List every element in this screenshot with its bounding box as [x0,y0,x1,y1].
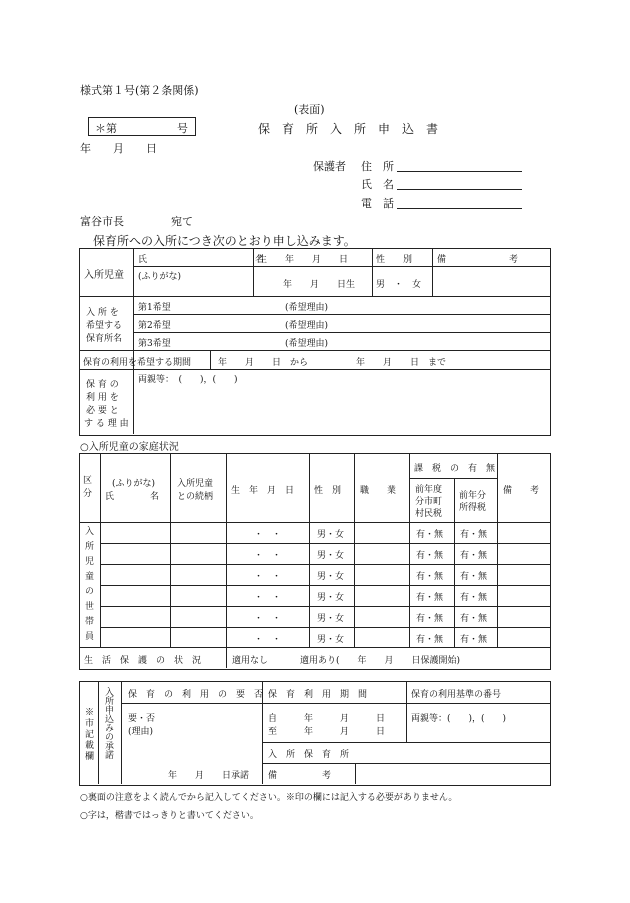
hope-label-2: 希望する [86,321,123,331]
family-side-label: 入所児童の世帯員 [83,526,93,646]
guardian-phone-field[interactable] [397,208,522,209]
child-birth-value[interactable]: 年 月 日生 [283,280,356,290]
family-heading: ○入所児童の家庭状況 [80,442,179,453]
family-tax-b-1: 前年分 [459,491,487,501]
period-from[interactable]: 年 月 日 から [218,358,309,368]
reason-label-2: 利 用 を [86,393,119,403]
family-row-tax-b[interactable]: 有・無 [460,572,488,582]
child-furigana: (ふりがな) [138,272,182,282]
family-tax-a-1: 前年度 [415,485,443,495]
family-row-birth[interactable]: ・ ・ [254,530,282,540]
guardian-address-label: 住 所 [361,160,394,173]
family-row-tax-b[interactable]: 有・無 [460,551,488,561]
family-row-tax-b[interactable]: 有・無 [460,614,488,624]
family-job-header: 職 業 [360,486,397,496]
family-kubun-header: 区分 [83,476,93,499]
family-row-sex[interactable]: 男・女 [317,551,345,561]
reason-label-1: 保 育 の [86,380,119,390]
office-standard-header: 保育の利用基準の番号 [411,690,502,700]
family-tax-header: 課 税 の 有 無 [414,464,496,474]
hope-label-1: 入 所 を [86,308,119,318]
family-name-header: 氏 名 [105,492,160,502]
hope-3-reason: (希望理由) [285,339,329,349]
office-need-value[interactable]: 要・否 [128,714,156,724]
reason-label-4: す る 理 由 [84,419,129,429]
period-label: 保育の利用を希望する期間 [83,358,192,368]
family-row-birth[interactable]: ・ ・ [254,614,282,624]
intro-text: 保育所への入所につき次のとおり申し込みます。 [93,234,356,248]
addressee-suffix: 宛て [171,215,193,228]
form-number: 様式第１号(第２条関係) [80,84,199,97]
office-period-to[interactable]: 至 年 月 日 [268,727,386,737]
receipt-number-label: ＊第 [95,122,117,135]
family-row-birth[interactable]: ・ ・ [254,593,282,603]
family-row-tax-a[interactable]: 有・無 [416,572,444,582]
office-need-reason: (理由) [128,727,154,737]
reason-label-3: 必 要 と [86,406,119,416]
family-row-tax-b[interactable]: 有・無 [460,530,488,540]
welfare-none[interactable]: 適用なし [232,656,269,666]
family-row-birth[interactable]: ・ ・ [254,572,282,582]
family-row-sex[interactable]: 男・女 [317,614,345,624]
period-to[interactable]: 年 月 日 まで [356,358,447,368]
child-name-header: 氏 名 [138,255,265,265]
family-row-birth[interactable]: ・ ・ [254,635,282,645]
office-period-header: 保 育 利 用 期 間 [268,690,368,700]
family-row-sex[interactable]: 男・女 [317,572,345,582]
office-period-from[interactable]: 自 年 月 日 [268,714,386,724]
welfare-label: 生 活 保 護 の 状 況 [84,656,202,666]
office-side-label: ※市記載欄 [83,707,93,762]
office-need-header: 保 育 の 利 用 の 要 否 [128,690,264,700]
family-relation-header-1: 入所児童 [177,479,214,489]
family-row-sex[interactable]: 男・女 [317,593,345,603]
child-row-label: 入所児童 [84,270,124,281]
family-row-tax-a[interactable]: 有・無 [416,551,444,561]
office-approve-date[interactable]: 年 月 日承諾 [168,771,250,781]
hope-1-reason: (希望理由) [285,303,329,313]
office-approval-label: 入所申込みの承諾 [103,687,113,759]
form-title: 保 育 所 入 所 申 込 書 [258,122,439,136]
form-side: (表面) [294,103,325,116]
child-remarks-header: 備 考 [437,255,519,265]
reason-parents[interactable]: 両親等： ( )，( ) [138,375,238,385]
family-row-tax-b[interactable]: 有・無 [460,593,488,603]
hope-3-label: 第3希望 [138,339,171,349]
family-row-tax-a[interactable]: 有・無 [416,635,444,645]
hope-1-label: 第1希望 [138,303,171,313]
note-1: ○裏面の注意をよく読んでから記入してください。※印の欄には記入する必要がありません。 [80,793,458,803]
family-row-tax-a[interactable]: 有・無 [416,593,444,603]
addressee: 富谷市長 [80,215,124,228]
family-tax-b-2: 所得税 [459,503,487,513]
family-relation-header-2: との続柄 [177,492,214,502]
family-sex-header: 性 別 [314,486,342,496]
family-furigana-header: (ふりがな) [112,479,156,489]
family-row-birth[interactable]: ・ ・ [254,551,282,561]
office-remarks-label: 備 考 [268,771,332,781]
hope-2-reason: (希望理由) [285,321,329,331]
family-row-sex[interactable]: 男・女 [317,635,345,645]
family-tax-a-2: 分市町 [415,497,443,507]
guardian-phone-label: 電 話 [361,197,394,210]
note-2: ○字は，楷書ではっきりと書いてください。 [80,811,259,821]
hope-label-3: 保育所名 [86,334,123,344]
guardian-name-field[interactable] [397,189,522,190]
child-birth-header: 生 年 月 日 [258,255,349,265]
guardian-name-label: 氏 名 [361,178,394,191]
receipt-number-box [88,117,196,136]
family-row-tax-b[interactable]: 有・無 [460,635,488,645]
family-row-sex[interactable]: 男・女 [317,530,345,540]
family-row-tax-a[interactable]: 有・無 [416,530,444,540]
welfare-yes[interactable]: 適用あり( 年 月 日保護開始) [300,656,461,666]
receipt-number-unit: 号 [177,122,188,135]
child-sex-value[interactable]: 男 ・ 女 [376,280,422,290]
hope-2-label: 第2希望 [138,321,171,331]
family-remarks-header: 備 考 [503,486,540,496]
child-sex-header: 性 別 [376,255,413,265]
family-birth-header: 生 年 月 日 [231,486,295,496]
office-standard-value[interactable]: 両親等：( )，( ) [411,714,507,724]
family-tax-a-3: 村民税 [415,509,443,519]
guardian-label: 保護者 [313,160,346,173]
office-facility-label: 入 所 保 育 所 [268,750,350,760]
date-line: 年 月 日 [80,142,157,155]
family-row-tax-a[interactable]: 有・無 [416,614,444,624]
guardian-address-field[interactable] [397,171,522,172]
